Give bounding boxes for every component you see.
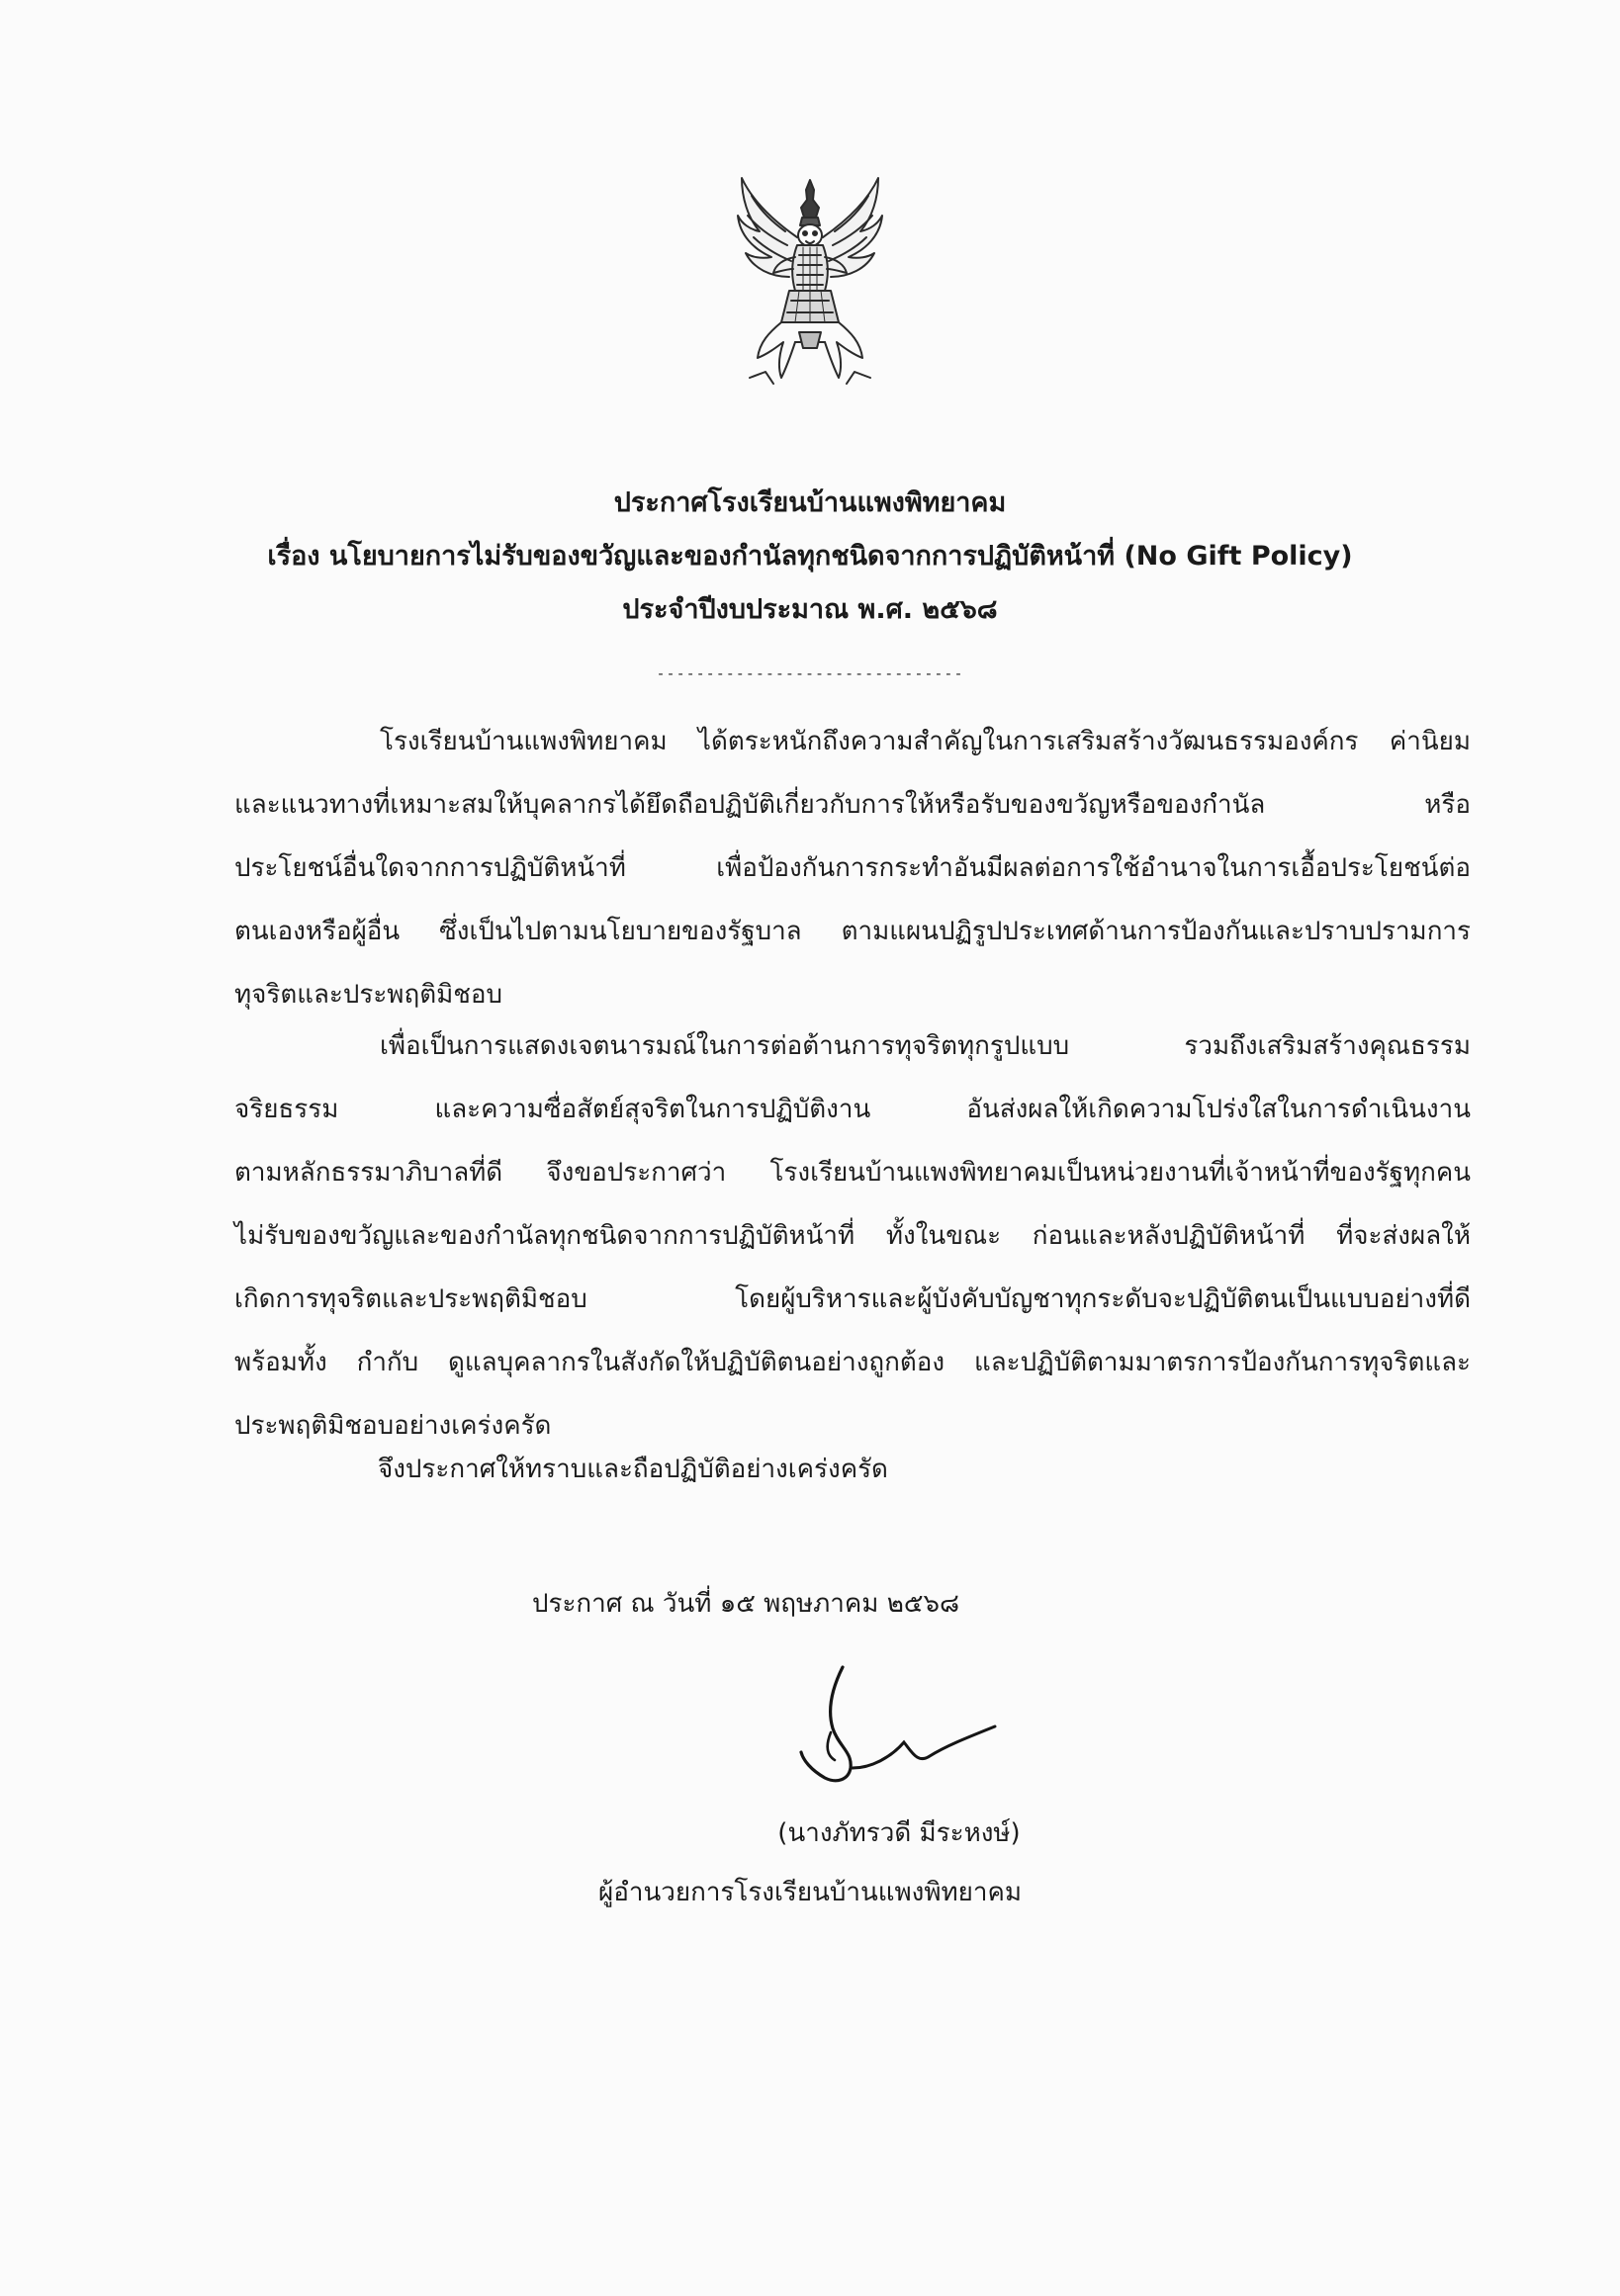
paragraph-2: [234, 1015, 1471, 1457]
garuda-emblem-icon: [730, 174, 890, 390]
handwritten-signature: [781, 1657, 999, 1806]
paragraph-line: โรงเรียนบ้านแพงพิทยาคม ได้ตระหนักถึงความสำคัญในการเสริมสร้างวัฒนธรรมองค์กร ค่านิยม: [380, 727, 1471, 756]
announcement-date: ประกาศ ณ วันที่ ๑๕ พฤษภาคม ๒๕๖๘: [532, 1589, 960, 1619]
signer-title: ผู้อำนวยการโรงเรียนบ้านแพงพิทยาคม: [598, 1878, 1022, 1907]
signer-name: (นางภัทรวดี มีระหงษ์): [777, 1818, 1021, 1848]
paragraph-line: ไม่รับของขวัญและของกำนัลทุกชนิดจากการปฏิบัติหน้าที่ ทั้งในขณะ ก่อนและหลังปฏิบัติหน้าที่ ที่จะส่งผลให้: [234, 1221, 1471, 1251]
paragraph-line: เพื่อเป็นการแสดงเจตนารมณ์ในการต่อต้านการทุจริตทุกรูปแบบ รวมถึงเสริมสร้างคุณธรรม: [380, 1031, 1471, 1061]
paragraph-line: และแนวทางที่เหมาะสมให้บุคลากรได้ยึดถือปฏิบัติเกี่ยวกับการให้หรือรับของขวัญหรือของกำนัล หรือ: [234, 790, 1471, 820]
paragraph-line: ตนเองหรือผู้อื่น ซึ่งเป็นไปตามนโยบายของรัฐบาล ตามแผนปฏิรูปประเทศด้านการป้องกันและปราบปรามการ: [234, 917, 1471, 946]
closing-statement: จึงประกาศให้ทราบและถือปฏิบัติอย่างเคร่งครัด: [378, 1455, 888, 1484]
paragraph-line: ประโยชน์อื่นใดจากการปฏิบัติหน้าที่ เพื่อป้องกันการกระทำอันมีผลต่อการใช้อำนาจในการเอื้อประโยชน์ต่อ: [234, 853, 1471, 883]
announcement-header: [148, 477, 1472, 637]
paragraph-line: พร้อมทั้ง กำกับ ดูแลบุคลากรในสังกัดให้ปฏิบัติตนอย่างถูกต้อง และปฏิบัติตามมาตรการป้องกันการทุจริตและ: [234, 1348, 1471, 1377]
header-divider: -------------------------------: [656, 664, 964, 682]
announcement-subject: เรื่อง นโยบายการไม่รับของขวัญและของกำนัลทุกชนิดจากการปฏิบัติหน้าที่ (No Gift Policy): [267, 541, 1353, 572]
paragraph-line: ทุจริตและประพฤติมิชอบ: [234, 980, 502, 1010]
announcement-title: ประกาศโรงเรียนบ้านแพงพิทยาคม: [613, 487, 1007, 518]
paragraph-line: ตามหลักธรรมาภิบาลที่ดี จึงขอประกาศว่า โรงเรียนบ้านแพงพิทยาคมเป็นหน่วยงานที่เจ้าหน้าที่ของรัฐทุกคน: [234, 1158, 1471, 1188]
paragraph-line: เกิดการทุจริตและประพฤติมิชอบ โดยผู้บริหารและผู้บังคับบัญชาทุกระดับจะปฏิบัติตนเป็นแบบอย่างที่ดี: [234, 1284, 1471, 1314]
paragraph-1: [234, 710, 1471, 1026]
paragraph-line: จริยธรรม และความซื่อสัตย์สุจริตในการปฏิบัติงาน อันส่งผลให้เกิดความโปร่งใสในการดำเนินงาน: [234, 1095, 1471, 1124]
announcement-fiscal-year: ประจำปีงบประมาณ พ.ศ. ๒๕๖๘: [622, 594, 998, 625]
paragraph-line: ประพฤติมิชอบอย่างเคร่งครัด: [234, 1411, 552, 1441]
